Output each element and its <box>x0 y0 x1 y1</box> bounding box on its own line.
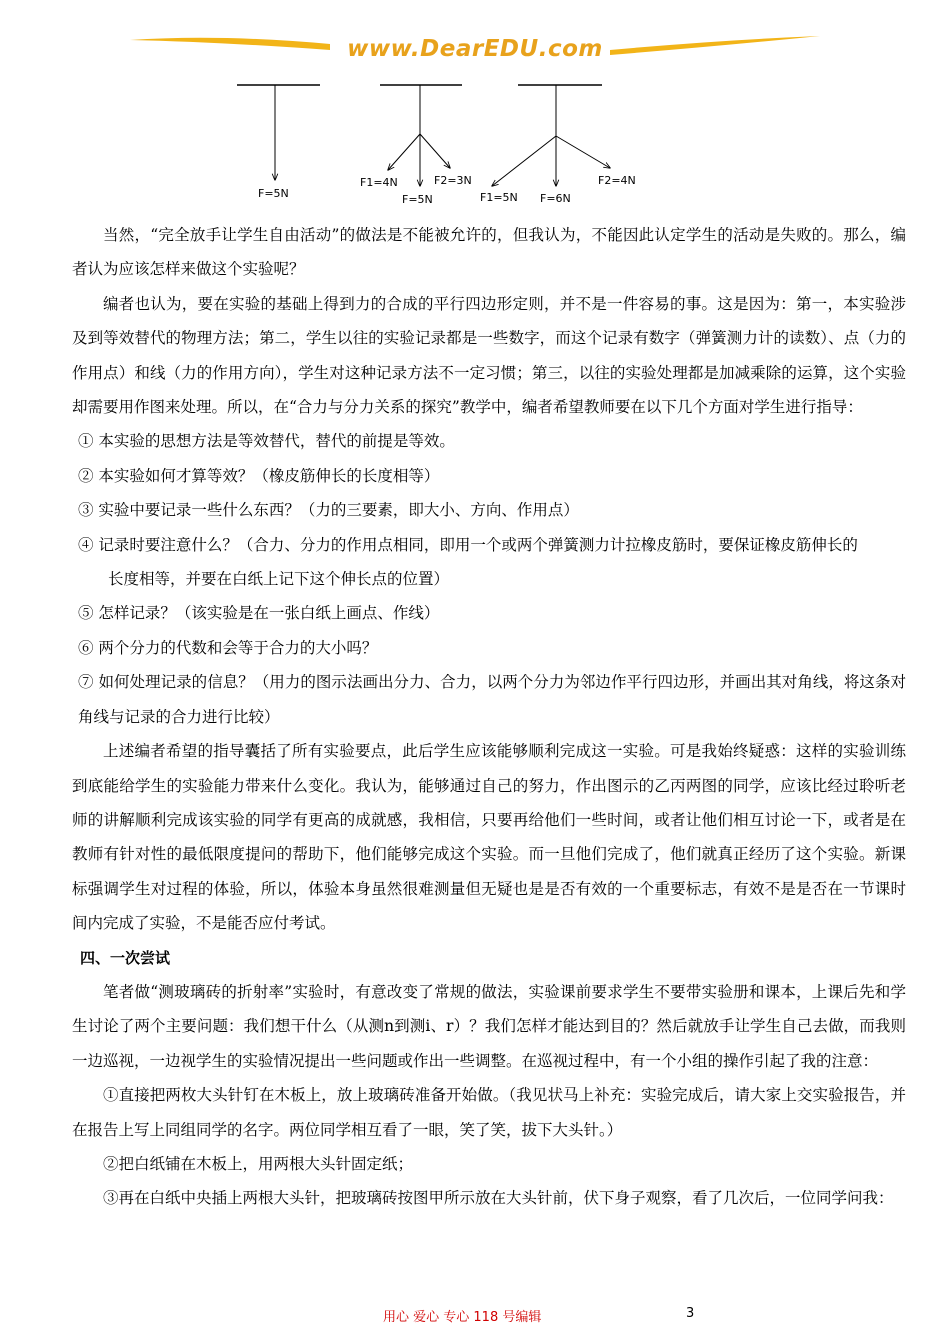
label-f-2: F=5N <box>402 193 433 206</box>
page-footer <box>0 1306 950 1330</box>
paragraph-5: ①直接把两枚大头针钉在木板上，放上玻璃砖准备开始做。（我见状马上补充：实验完成后，请大家上交实验报告，并在报告上写上同组同学的名字。两位同学相互看了一眼，笑了笑，拔下大头针。） <box>72 1086 906 1139</box>
list-item-7: ⑦ 如何处理记录的信息？（用力的图示法画出分力、合力，以两个分力为邻边作平行四边形，并画出其对角线，将这条对角线与记录的合力进行比较） <box>78 673 906 726</box>
paragraph-3: 上述编者希望的指导囊括了所有实验要点，此后学生应该能够顺利完成这一实验。可是我始终疑惑：这样的实验训练到底能给学生的实验能力带来什么变化。我认为，能够通过自己的努力，作出图示的乙丙两图的同学，应该比经过聆听老师的讲解顺利完成该实验的同学有更高的成就感，我相信，只要再给他们一些时间，或者让他们相互讨论一下，或者是在教师有针对性的最低限度提问的帮助下，他们能够完成这个实验。而一旦他们完成了，他们就真正经历了这个实验。新课标强调学生对过程的体验，所以，体验本身虽然很难测量但无疑也是是否有效的一个重要标志，有效不是是否在一节课时间内完成了实验，不是能否应付考试。 <box>72 742 906 933</box>
paragraph-1: 当然，“完全放手让学生自由活动”的做法是不能被允许的，但我认为，不能因此认定学生的活动是失败的。那么，编者认为应该怎样来做这个实验呢？ <box>72 226 906 279</box>
force-arrow-f2-3 <box>556 136 610 168</box>
label-f1-2: F1=4N <box>360 176 398 189</box>
list-item-2: ② 本实验如何才算等效？（橡皮筋伸长的长度相等） <box>78 466 440 485</box>
article-body <box>72 218 906 1216</box>
force-diagrams-svg <box>230 76 670 208</box>
paragraph-4: 笔者做“测玻璃砖的折射率”实验时，有意改变了常规的做法，实验课前要求学生不要带实验册和课本，上课后先和学生讨论了两个主要问题：我们想干什么（从测n到测i、r）？我们怎样才能达到目的？然后就放手让学生自己去做，而我则一边巡视，一边视学生的实验情况提出一些问题或作出一些调整。在巡视过程中，有一个小组的操作引起了我的注意： <box>72 982 906 1070</box>
site-brand[interactable]: www.DearEDU.com <box>347 36 603 62</box>
label-f-3: F=6N <box>540 192 571 205</box>
force-diagrams-figure <box>230 76 670 208</box>
list-item-3: ③ 实验中要记录一些什么东西？（力的三要素，即大小、方向、作用点） <box>78 501 579 520</box>
paragraph-2: 编者也认为，要在实验的基础上得到力的合成的平行四边形定则，并不是一件容易的事。这是因为：第一，本实验涉及到等效替代的物理方法；第二，学生以往的实验记录都是一些数字，而这个记录有数字（弹簧测力计的读数）、点（力的作用点）和线（力的作用方向），学生对这种记录方法不一定习惯；第三，以往的实验处理都是加减乘除的运算，这个实验却需要用作图来处理。所以，在“合力与分力关系的探究”教学中，编者希望教师要在以下几个方面对学生进行指导： <box>72 294 906 417</box>
diagram-two-forces-2 <box>480 85 636 205</box>
label-f1-3: F1=5N <box>480 191 518 204</box>
list-item-4-continued: 长度相等，并要在白纸上记下这个伸长点的位置） <box>108 570 450 589</box>
diagram-single-force <box>237 85 320 200</box>
list-item-5: ⑤ 怎样记录？（该实验是在一张白纸上画点、作线） <box>78 604 440 623</box>
force-arrow-f1-2 <box>388 134 420 170</box>
list-item-4: ④ 记录时要注意什么？（合力、分力的作用点相同，即用一个或两个弹簧测力计拉橡皮筋时，要保证橡皮筋伸长的 <box>78 535 858 554</box>
label-f2-3: F2=4N <box>598 174 636 187</box>
section-heading-4: 四、一次尝试 <box>80 948 171 967</box>
force-arrow-f1-3 <box>492 136 556 186</box>
list-item-1: ① 本实验的思想方法是等效替代，替代的前提是等效。 <box>78 432 455 451</box>
diagram-two-forces-1 <box>360 85 472 206</box>
label-f2-2: F2=3N <box>434 174 472 187</box>
footer-editor-text: 用心 爱心 专心 118 号编辑 <box>383 1310 542 1325</box>
force-arrow-f2-2 <box>420 134 450 168</box>
label-f-1: F=5N <box>258 187 289 200</box>
paragraph-6: ②把白纸铺在木板上，用两根大头针固定纸； <box>103 1154 414 1173</box>
list-item-6: ⑥ 两个分力的代数和会等于合力的大小吗？ <box>78 638 378 657</box>
page-number: 3 <box>686 1306 695 1321</box>
paragraph-7: ③再在白纸中央插上两根大头针，把玻璃砖按图甲所示放在大头针前，伏下身子观察，看了几次后，一位同学问我： <box>103 1189 894 1208</box>
